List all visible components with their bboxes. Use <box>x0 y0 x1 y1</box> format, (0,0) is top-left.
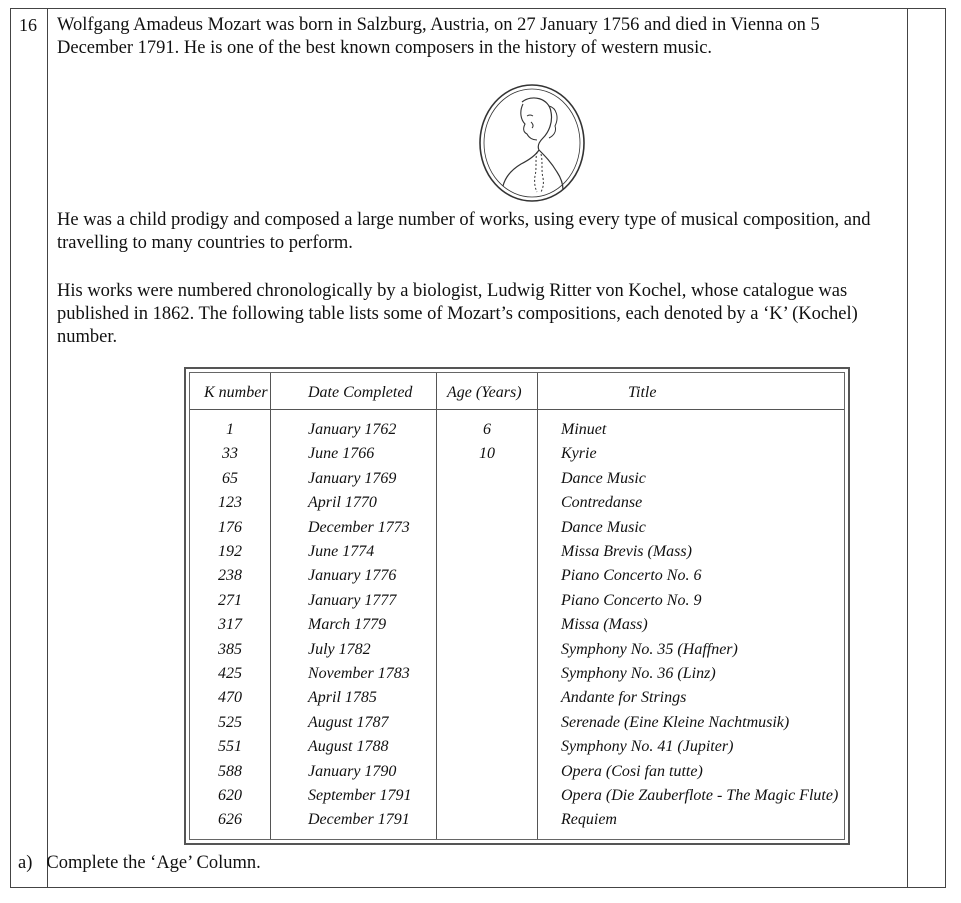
sub-question-label: a) <box>18 853 33 873</box>
age-cell: 6 <box>483 421 491 438</box>
date-cell: January 1777 <box>308 591 397 609</box>
title-cell: Dance Music <box>561 469 646 487</box>
header-title: Title <box>628 384 657 401</box>
k-number-cell: 176 <box>218 518 242 536</box>
title-cell: Opera (Die Zauberflote - The Magic Flute) <box>561 787 839 804</box>
date-cell: April 1785 <box>308 689 377 707</box>
question-frame <box>10 8 946 888</box>
k-number-cell: 238 <box>218 567 242 585</box>
date-cell: July 1782 <box>308 640 371 658</box>
sub-question-a <box>18 853 261 874</box>
title-cell: Serenade (Eine Kleine Nachtmusik) <box>561 713 790 731</box>
title-cell: Requiem <box>561 811 617 829</box>
k-number-cell: 271 <box>218 591 242 609</box>
question-number: 16 <box>19 15 37 35</box>
k-number-cell: 525 <box>218 713 242 731</box>
prodigy-paragraph: He was a child prodigy and composed a large number of works, using every type of musical composition, and travelling to many countries to perform. <box>57 210 871 253</box>
title-cell: Andante for Strings <box>561 689 687 707</box>
date-cell: January 1769 <box>308 469 397 487</box>
k-number-cell: 588 <box>218 762 242 780</box>
date-cell: August 1787 <box>308 713 389 731</box>
k-number-cell: 385 <box>218 640 242 658</box>
date-cell: December 1773 <box>308 518 410 536</box>
k-number-cell: 123 <box>218 494 242 512</box>
k-number-cell: 33 <box>222 445 238 463</box>
date-cell: June 1774 <box>308 543 375 560</box>
marks-column <box>907 9 945 887</box>
date-cell: December 1791 <box>308 811 410 829</box>
age-cell: 10 <box>479 445 495 463</box>
date-cell: June 1766 <box>308 445 375 463</box>
date-cell: September 1791 <box>308 787 412 804</box>
title-cell: Opera (Cosi fan tutte) <box>561 762 703 780</box>
k-number-cell: 551 <box>218 738 242 756</box>
title-cell: Missa Brevis (Mass) <box>561 543 692 560</box>
sub-question-text: Complete the ‘Age’ Column. <box>46 853 261 873</box>
date-cell: January 1762 <box>308 421 397 438</box>
header-k-number: K number <box>204 384 268 401</box>
title-cell: Missa (Mass) <box>561 616 648 634</box>
title-cell: Piano Concerto No. 6 <box>561 567 702 585</box>
k-number-cell: 470 <box>218 689 242 707</box>
date-cell: November 1783 <box>308 665 410 682</box>
title-cell: Symphony No. 41 (Jupiter) <box>561 738 734 756</box>
k-number-cell: 626 <box>218 811 242 829</box>
date-cell: April 1770 <box>308 494 377 512</box>
date-cell: January 1776 <box>308 567 397 585</box>
question-number-column <box>11 9 48 887</box>
title-cell: Minuet <box>561 421 607 438</box>
k-number-cell: 425 <box>218 665 242 682</box>
k-number-cell: 65 <box>222 469 238 487</box>
date-cell: January 1790 <box>308 762 397 780</box>
k-number-cell: 1 <box>226 421 234 438</box>
k-number-cell: 317 <box>218 616 242 634</box>
title-cell: Symphony No. 36 (Linz) <box>561 665 716 682</box>
title-cell: Piano Concerto No. 9 <box>561 591 702 609</box>
mozart-portrait-icon <box>477 82 587 204</box>
kochel-paragraph: His works were numbered chronologically by a biologist, Ludwig Ritter von Kochel, whose catalogue was published in 1862. The following table lists some of Mozart’s compositions, each denoted by a ‘K’ (Kochel) number. <box>57 281 858 347</box>
title-cell: Kyrie <box>561 445 597 463</box>
title-cell: Contredanse <box>561 494 643 512</box>
date-cell: March 1779 <box>308 616 387 634</box>
k-number-cell: 620 <box>218 787 242 804</box>
header-age: Age (Years) <box>447 384 522 401</box>
date-cell: August 1788 <box>308 738 389 756</box>
intro-paragraph: Wolfgang Amadeus Mozart was born in Salzburg, Austria, on 27 January 1756 and died in Vienna on 5 December 1791. He is one of the best known composers in the history of western music. <box>57 15 820 58</box>
k-number-cell: 192 <box>218 543 242 560</box>
compositions-table <box>184 367 850 845</box>
title-cell: Dance Music <box>561 518 646 536</box>
header-date-completed: Date Completed <box>308 384 413 401</box>
title-cell: Symphony No. 35 (Haffner) <box>561 640 738 658</box>
